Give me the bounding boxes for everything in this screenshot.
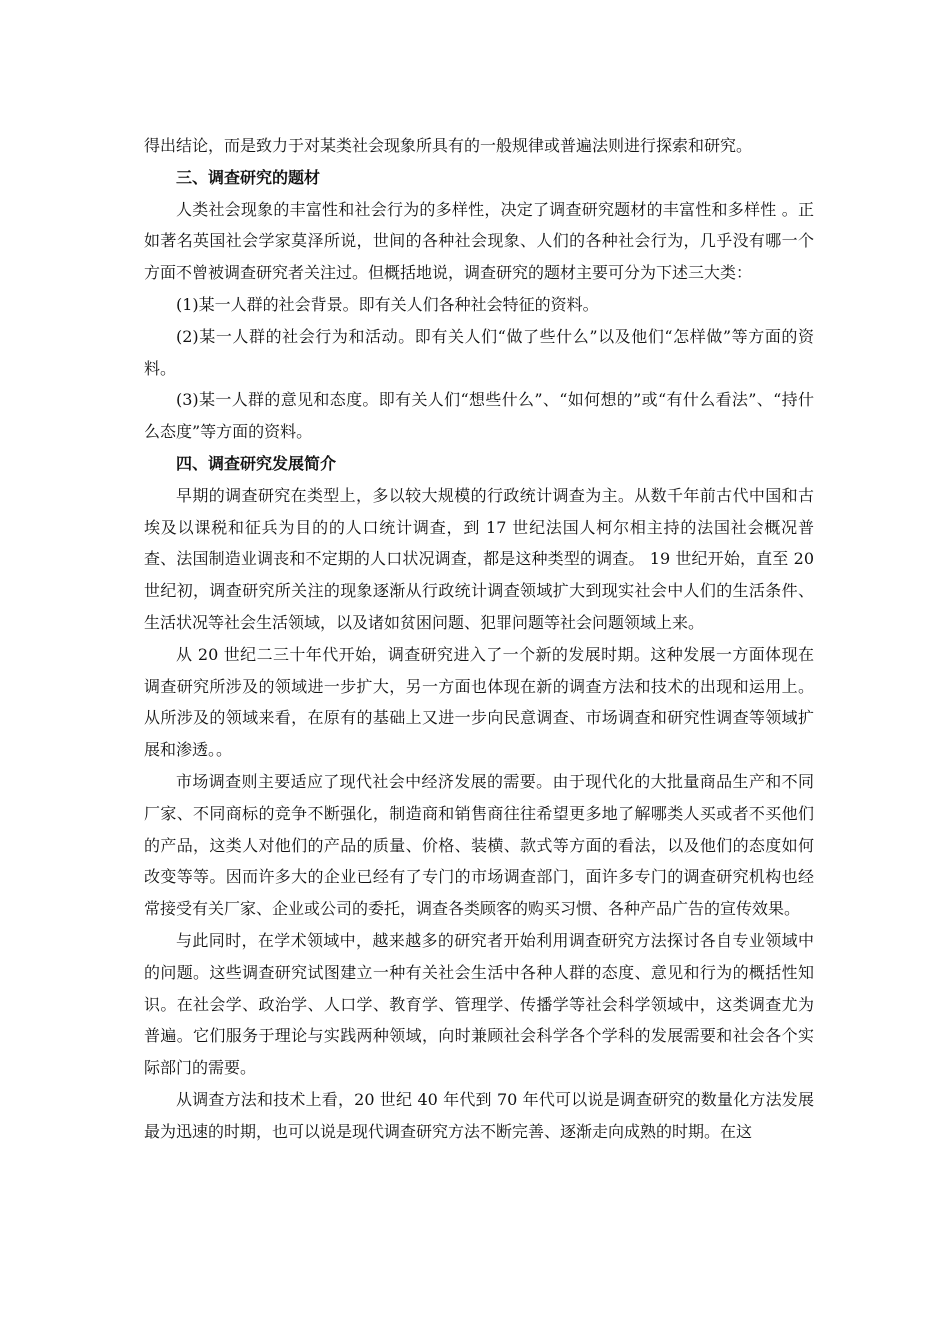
- document-body: [144, 130, 814, 1148]
- section-heading-3: 三、调查研究的题材: [176, 167, 321, 187]
- list-item-1: (1)某一人群的社会背景。即有关人们各种社会特征的资料。: [176, 294, 599, 314]
- paragraph-topics-intro: 人类社会现象的丰富性和社会行为的多样性，决定了调查研究题材的丰富性和多样性 。正如著名英国社会学家莫泽所说，世间的各种社会现象、人们的各种社会行为，几乎没有哪一个方面不曾被调查研究者关注过。但概括地说，调查研究的题材主要可分为下述三大类：: [144, 199, 814, 283]
- list-item-2: (2)某一人群的社会行为和活动。即有关人们“做了些什么”以及他们“怎样做”等方面的资料。: [144, 326, 814, 378]
- paragraph-academic-surveys: 与此同时，在学术领域中，越来越多的研究者开始利用调查研究方法探讨各自专业领域中的问题。这些调查研究试图建立一种有关社会生活中各种人群的态度、意见和行为的概括性知识。在社会学、政治学、人口学、教育学、管理学、传播学等社会科学领域中，这类调查尤为普遍。它们服务于理论与实践两种领域，向时兼顾社会科学各个学科的发展需要和社会各个实际部门的需要。: [144, 930, 814, 1078]
- paragraph-new-period: 从 20 世纪二三十年代开始，调查研究进入了一个新的发展时期。这种发展一方面体现在调查研究所涉及的领域进一步扩大，另一方面也体现在新的调查方法和技术的出现和运用上。从所涉及的领域来看，在原有的基础上又进一步向民意调查、市场调查和研究性调查等领域扩展和渗透。。: [144, 644, 814, 760]
- paragraph-market-surveys: 市场调查则主要适应了现代社会中经济发展的需要。由于现代化的大批量商品生产和不同厂家、不同商标的竞争不断强化，制造商和销售商往往希望更多地了解哪类人买或者不买他们的产品，这类人对他们的产品的质量、价格、装横、款式等方面的看法，以及他们的态度如何改变等等。因而许多大的企业已经有了专门的市场调查部门，面许多专门的调查研究机构也经常接受有关厂家、企业或公司的委托，调查各类顾客的购买习惯、各种产品广告的宣传效果。: [144, 771, 814, 919]
- section-heading-4: 四、调查研究发展简介: [176, 453, 337, 473]
- paragraph-methods: 从调查方法和技术上看，20 世纪 40 年代到 70 年代可以说是调查研究的数量化方法发展最为迅速的时期，也可以说是现代调查研究方法不断完善、逐渐走向成熟的时期。在这: [144, 1089, 814, 1141]
- paragraph-early-surveys: 早期的调查研究在类型上，多以较大规模的行政统计调查为主。从数千年前古代中国和古埃及以课税和征兵为目的的人口统计调查，到 17 世纪法国人柯尔相主持的法国社会概况普查、法国制造业调丧和不定期的人口状况调查，都是这种类型的调查。 19 世纪开始，直至 20 世纪初，调查研究所关注的现象逐渐从行政统计调查领域扩大到现实社会中人们的生活条件、生活状况等社会生活领域，以及诸如贫困问题、犯罪问题等社会问题领域上来。: [144, 485, 814, 632]
- list-item-3: (3)某一人群的意见和态度。即有关人们“想些什么”、“如何想的”或“有什么看法”、“持什么态度”等方面的资料。: [144, 390, 814, 442]
- paragraph-continuation: 得出结论，而是致力于对某类社会现象所具有的一般规律或普遍法则进行探索和研究。: [144, 136, 753, 155]
